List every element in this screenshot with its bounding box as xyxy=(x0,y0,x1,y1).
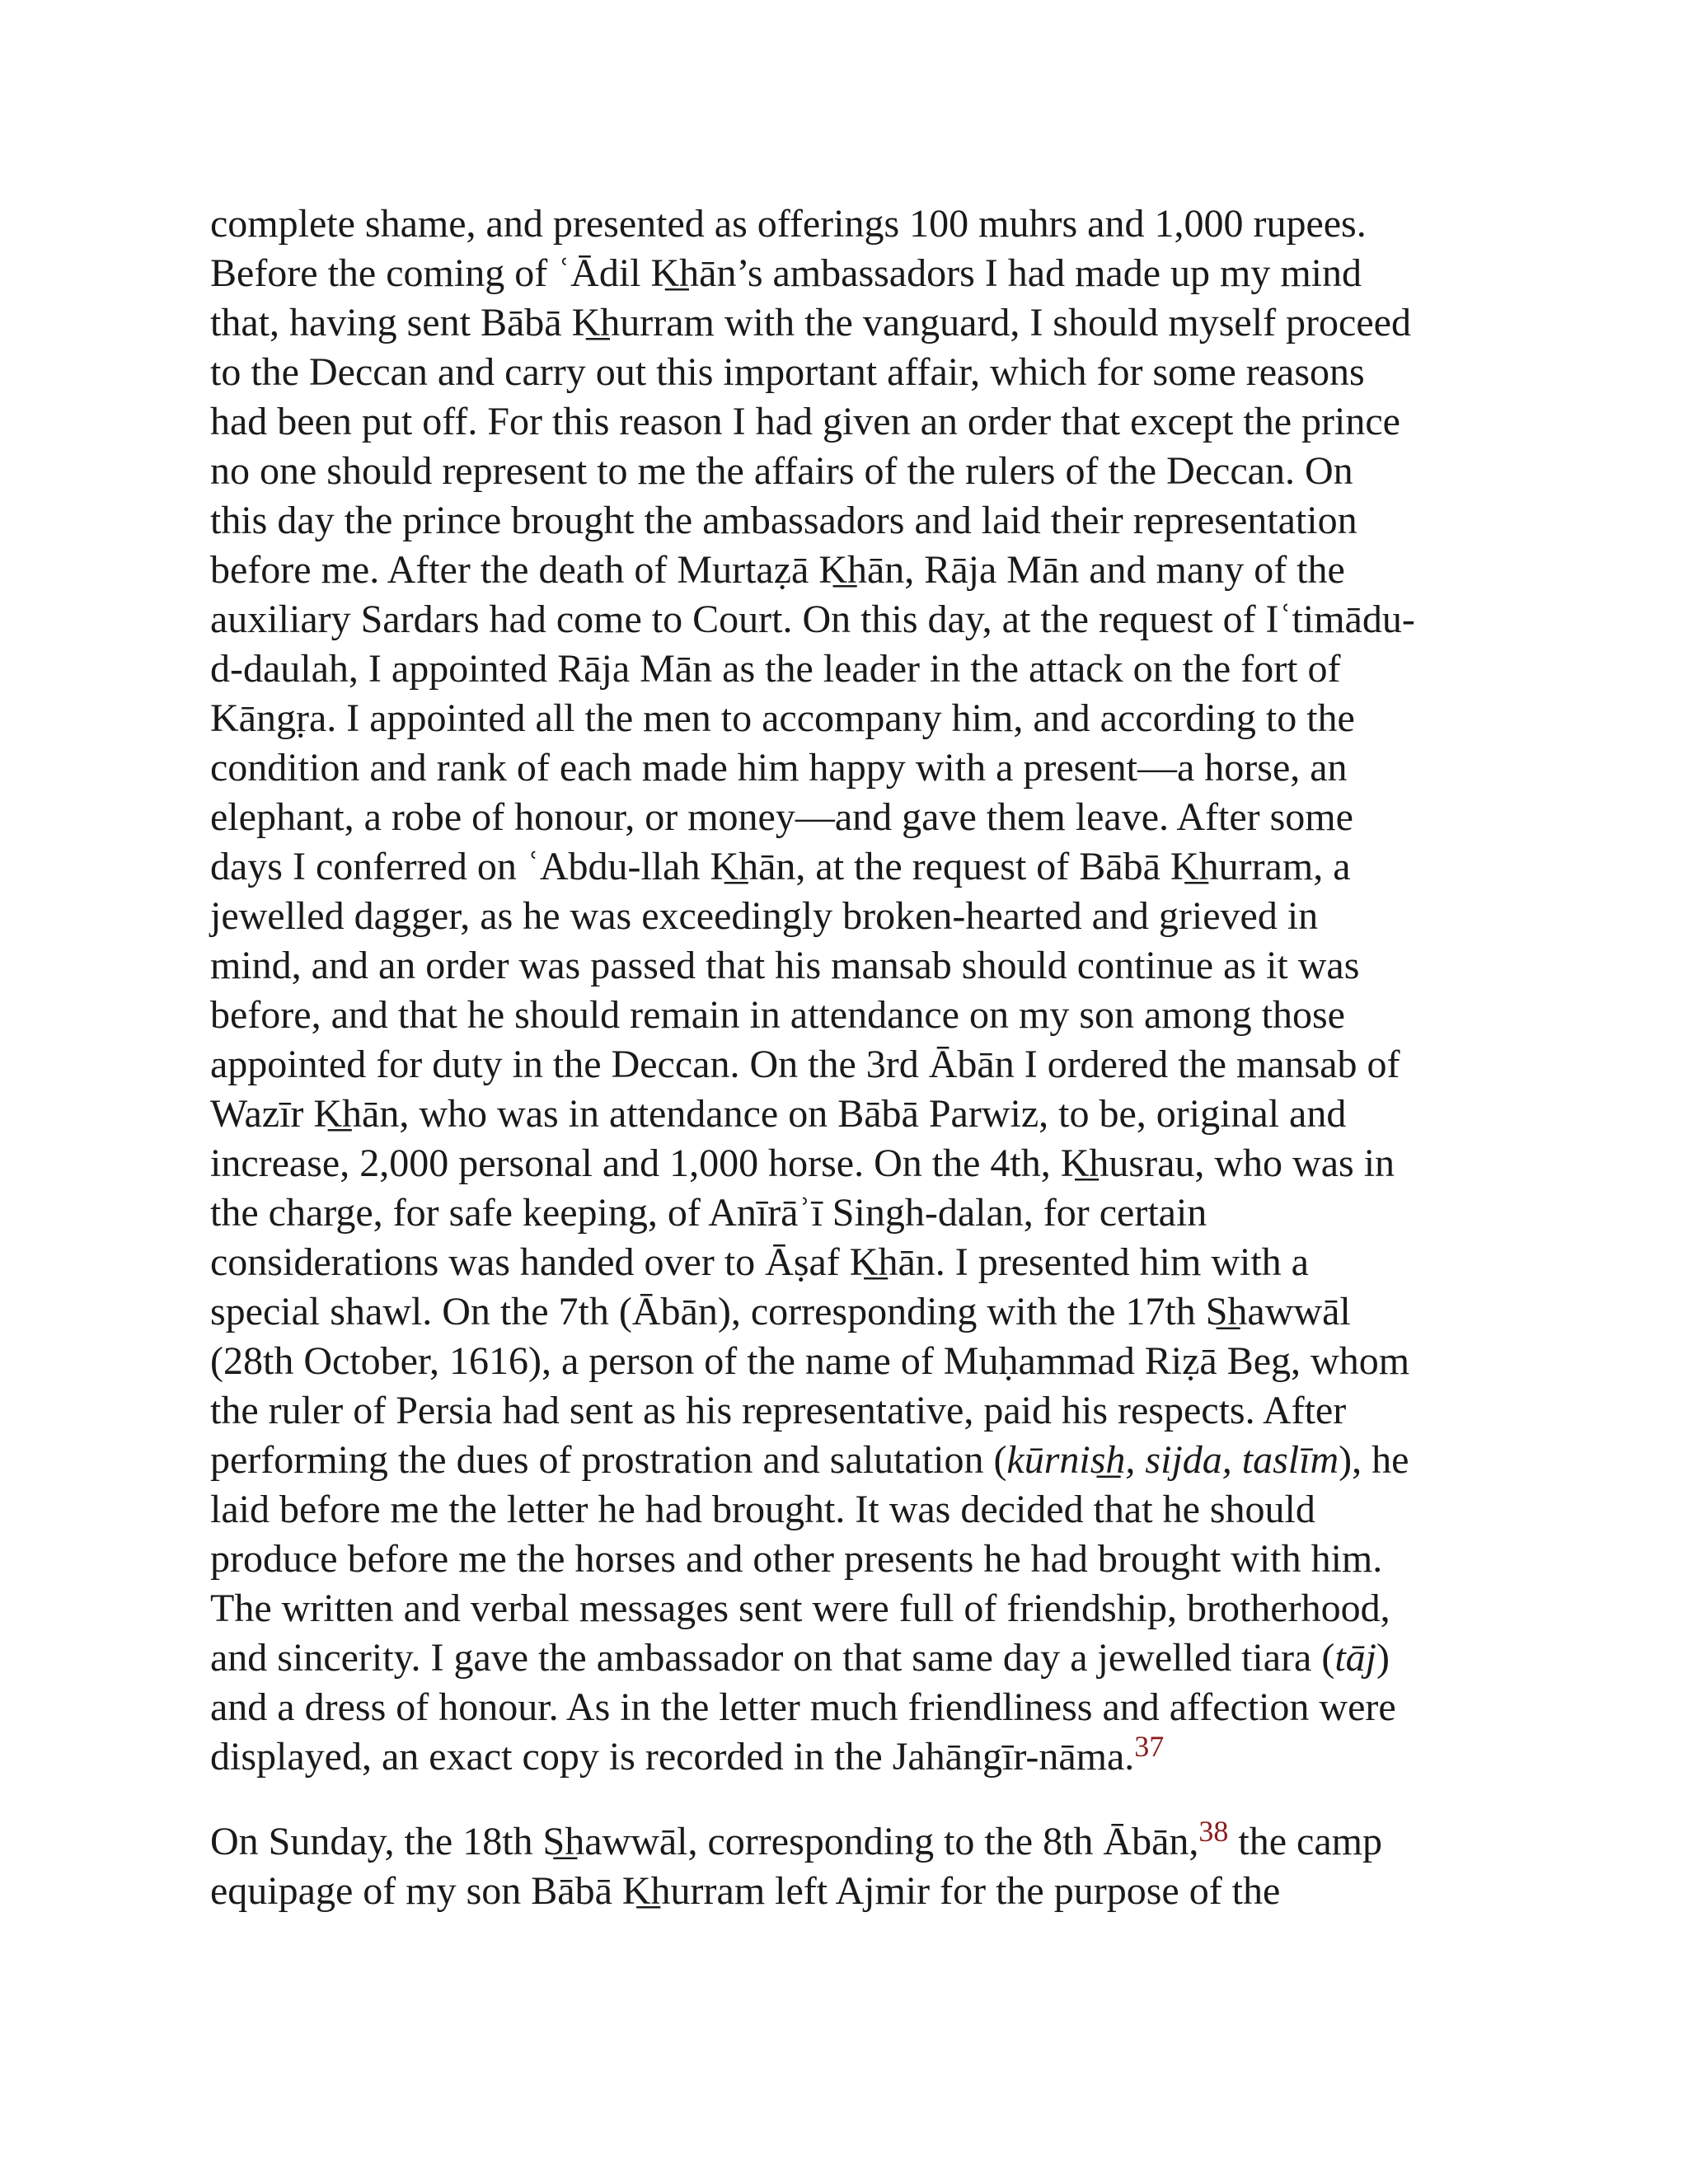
text-segment: On Sunday, the 18th S͟hawwāl, corresponding to the 8th Ābān, xyxy=(210,1820,1199,1863)
text-line xyxy=(210,1436,1479,1485)
italic-term: kūrnis͟h, sijda, taslīm xyxy=(1006,1438,1339,1482)
text-line: to the Deccan and carry out this important affair, which for some reasons xyxy=(210,350,1365,394)
footnote-link[interactable]: 38 xyxy=(1198,1815,1229,1848)
text-line: produce before me the horses and other presents he had brought with him. xyxy=(210,1537,1383,1581)
text-line: mind, and an order was passed that his mansab should continue as it was xyxy=(210,944,1360,987)
text-line: d-daulah, I appointed Rāja Mān as the leader in the attack on the fort of xyxy=(210,647,1341,691)
text-line: considerations was handed over to Āṣaf K͟hān. I presented him with a xyxy=(210,1240,1309,1284)
text-line: special shawl. On the 7th (Ābān), corresponding with the 17th S͟hawwāl xyxy=(210,1290,1351,1333)
text-line: Kāngṛa. I appointed all the men to accompany him, and according to the xyxy=(210,696,1355,740)
text-line: and a dress of honour. As in the letter much friendliness and affection were xyxy=(210,1685,1396,1729)
text-line: appointed for duty in the Deccan. On the 3rd Ābān I ordered the mansab of xyxy=(210,1043,1400,1086)
text-line: Wazīr K͟hān, who was in attendance on Bābā Parwiz, to be, original and xyxy=(210,1092,1347,1136)
text-line: had been put off. For this reason I had given an order that except the prince xyxy=(210,400,1400,443)
text-line xyxy=(210,1732,1479,1782)
text-line: this day the prince brought the ambassadors and laid their representation xyxy=(210,499,1357,542)
text-line: elephant, a robe of honour, or money—and gave them leave. After some xyxy=(210,795,1353,839)
paragraph-1 xyxy=(210,199,1479,1782)
text-segment: the camp xyxy=(1228,1820,1382,1863)
text-segment: and sincerity. I gave the ambassador on that same day a jewelled tiara ( xyxy=(210,1636,1335,1680)
text-line: days I conferred on ʿAbdu-llah K͟hān, at the request of Bābā K͟hurram, a xyxy=(210,845,1351,888)
text-line: condition and rank of each made him happy with a present—a horse, an xyxy=(210,746,1348,790)
text-line: before, and that he should remain in attendance on my son among those xyxy=(210,993,1345,1037)
footnote-link[interactable]: 37 xyxy=(1134,1730,1165,1763)
text-line xyxy=(210,1633,1479,1683)
text-line: the ruler of Persia had sent as his representative, paid his respects. After xyxy=(210,1389,1347,1432)
text-line: Before the coming of ʿĀdil K͟hān’s ambassadors I had made up my mind xyxy=(210,251,1362,295)
italic-term: tāj xyxy=(1334,1636,1377,1680)
text-line: increase, 2,000 personal and 1,000 horse. On the 4th, K͟husrau, who was in xyxy=(210,1141,1395,1185)
text-line: laid before me the letter he had brought. It was decided that he should xyxy=(210,1488,1315,1531)
text-segment: performing the dues of prostration and salutation ( xyxy=(210,1438,1007,1482)
text-line: that, having sent Bābā K͟hurram with the vanguard, I should myself proceed xyxy=(210,301,1411,344)
paragraph-2 xyxy=(210,1817,1479,1916)
text-line: the charge, for safe keeping, of Anīrāʾī Singh-dalan, for certain xyxy=(210,1191,1207,1235)
text-line: auxiliary Sardars had come to Court. On this day, at the request of Iʿtimādu- xyxy=(210,598,1415,641)
text-segment: displayed, an exact copy is recorded in the Jahāngīr-nāma. xyxy=(210,1735,1135,1779)
text-line: The written and verbal messages sent were full of friendship, brotherhood, xyxy=(210,1586,1390,1630)
text-line xyxy=(210,1817,1479,1867)
text-line: equipage of my son Bābā K͟hurram left Ajmir for the purpose of the xyxy=(210,1869,1281,1913)
text-line: no one should represent to me the affairs of the rulers of the Deccan. On xyxy=(210,449,1353,493)
text-line: (28th October, 1616), a person of the name of Muḥammad Riẓā Beg, whom xyxy=(210,1339,1410,1383)
text-line: jewelled dagger, as he was exceedingly broken-hearted and grieved in xyxy=(210,894,1319,938)
text-line: before me. After the death of Murtaẓā K͟hān, Rāja Mān and many of the xyxy=(210,548,1345,592)
text-line: complete shame, and presented as offerings 100 muhrs and 1,000 rupees. xyxy=(210,202,1367,246)
text-segment: ) xyxy=(1376,1636,1390,1680)
text-segment: ), he xyxy=(1339,1438,1409,1482)
